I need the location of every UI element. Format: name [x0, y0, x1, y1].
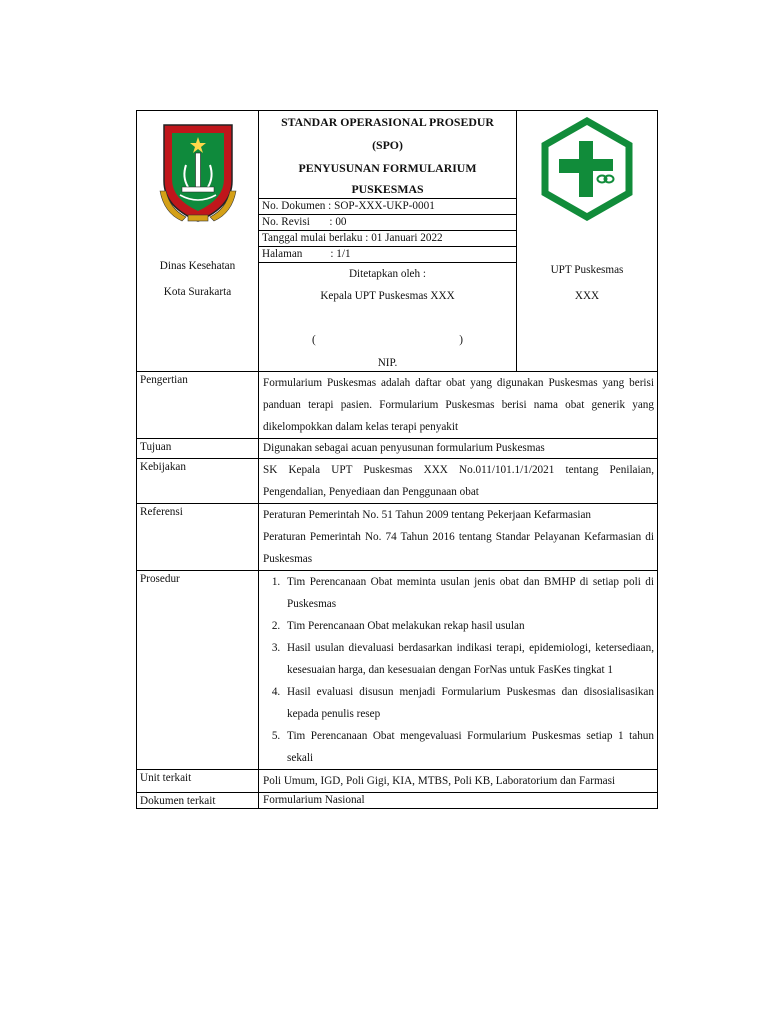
kebijakan-text: SK Kepala UPT Puskesmas XXX No.011/101.1/1/2021 tentang Penilaian, Pengendalian, Penyediaan dan Penggunaan obat — [259, 459, 658, 504]
pengertian-label: Pengertian — [137, 372, 259, 439]
left-org-line1: Dinas Kesehatan — [159, 260, 236, 272]
nip-label: NIP. — [377, 357, 398, 369]
halaman: Halaman : 1/1 — [259, 247, 517, 263]
spo-table — [136, 110, 658, 809]
left-header-cell — [137, 111, 259, 372]
referensi-line-2: Peraturan Pemerintah No. 74 Tahun 2016 tentang Standar Pelayanan Kefarmasian di Puskesmas — [263, 531, 654, 565]
paren-close: ) — [459, 334, 463, 346]
title-line-4: PUSKESMAS — [351, 182, 424, 196]
left-org-line2: Kota Surakarta — [163, 286, 232, 298]
list-item: 2. Tim Perencanaan Obat melakukan rekap hasil usulan — [283, 615, 654, 637]
puskesmas-logo-icon — [539, 117, 635, 221]
kepala-label: Kepala UPT Puskesmas XXX — [320, 290, 455, 302]
prosedur-steps-cell — [259, 571, 658, 770]
unit-terkait-text: Poli Umum, IGD, Poli Gigi, KIA, MTBS, Poli KB, Laboratorium dan Farmasi — [259, 770, 658, 793]
tujuan-label: Tujuan — [137, 439, 259, 459]
ditetapkan-label: Ditetapkan oleh : — [348, 268, 427, 280]
list-item: 3. Hasil usulan dievaluasi berdasarkan indikasi terapi, epidemiologi, ketersediaan, kesesuaian harga, dan kesesuaian dengan ForNas untuk FasKes tingkat 1 — [283, 637, 654, 681]
approval-block — [259, 263, 517, 372]
right-header-cell — [517, 111, 658, 372]
title-line-1: STANDAR OPERASIONAL PROSEDUR — [281, 115, 494, 129]
referensi-label: Referensi — [137, 504, 259, 571]
tujuan-text: Digunakan sebagai acuan penyusunan formularium Puskesmas — [259, 439, 658, 459]
surakarta-emblem-icon — [158, 121, 238, 225]
list-item: 4. Hasil evaluasi disusun menjadi Formularium Puskesmas dan disosialisasikan kepada penulis resep — [283, 681, 654, 725]
no-dokumen: No. Dokumen : SOP-XXX-UKP-0001 — [259, 199, 517, 215]
title-line-2: (SPO) — [372, 138, 403, 152]
signature-parentheses — [262, 329, 513, 351]
left-org-name — [140, 253, 255, 305]
list-item: 5. Tim Perencanaan Obat mengevaluasi Formularium Puskesmas setiap 1 tahun sekali — [283, 725, 654, 769]
referensi-line-1: Peraturan Pemerintah No. 51 Tahun 2009 tentang Pekerjaan Kefarmasian — [263, 509, 592, 521]
dokumen-terkait-text: Formularium Nasional — [259, 793, 658, 809]
no-revisi: No. Revisi : 00 — [259, 215, 517, 231]
dokumen-terkait-label: Dokumen terkait — [137, 793, 259, 809]
prosedur-steps — [261, 571, 654, 769]
right-org-name — [520, 257, 654, 309]
list-item: 1. Tim Perencanaan Obat meminta usulan jenis obat dan BMHP di setiap poli di Puskesmas — [283, 571, 654, 615]
prosedur-label: Prosedur — [137, 571, 259, 770]
right-org-line2: XXX — [574, 290, 600, 302]
kebijakan-label: Kebijakan — [137, 459, 259, 504]
document-title — [259, 111, 517, 199]
title-line-3: PENYUSUNAN FORMULARIUM — [298, 161, 477, 175]
right-org-line1: UPT Puskesmas — [550, 264, 624, 276]
referensi-text — [259, 504, 658, 571]
unit-terkait-label: Unit terkait — [137, 770, 259, 793]
tanggal-berlaku: Tanggal mulai berlaku : 01 Januari 2022 — [259, 231, 517, 247]
paren-open: ( — [312, 334, 316, 346]
pengertian-text: Formularium Puskesmas adalah daftar obat yang digunakan Puskesmas yang berisi panduan terapi pasien. Formularium Puskesmas berisi nama obat generik yang dikelompokkan dalam kelas terapi penyakit — [259, 372, 658, 439]
